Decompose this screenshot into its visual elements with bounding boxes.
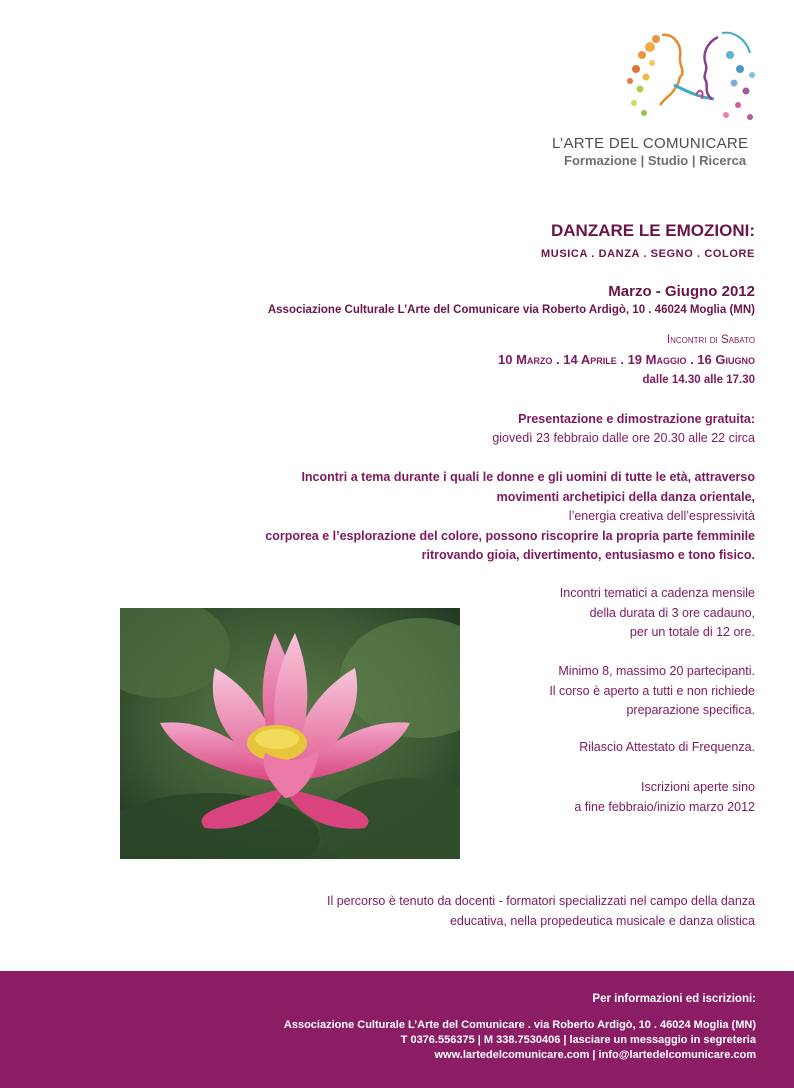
footer-contacts bbox=[0, 971, 794, 1088]
info-line: Minimo 8, massimo 20 partecipanti. bbox=[558, 664, 755, 678]
brand-logo bbox=[540, 25, 762, 175]
info-line: preparazione specifica. bbox=[626, 703, 755, 717]
credits-line: Il percorso è tenuto da docenti - formatori specializzati nel campo della danza bbox=[326, 894, 755, 908]
sessions-heading: Incontri di Sabato bbox=[666, 334, 755, 346]
footer-web[interactable]: www.lartedelcomunicare.com | info@lartedelcomunicare.com bbox=[434, 1049, 756, 1061]
teachers-credits bbox=[327, 892, 755, 931]
description-line: movimenti archetipici della danza orientale, bbox=[496, 489, 755, 504]
footer-heading: Per informazioni ed iscrizioni: bbox=[592, 993, 756, 1005]
info-line: per un totale di 12 ore. bbox=[629, 625, 755, 639]
brand-tagline: Formazione | Studio | Ricerca bbox=[564, 153, 747, 168]
description-line: Incontri a tema durante i quali le donne e gli uomini di tutte le età, attraverso bbox=[301, 470, 755, 484]
schedule-info bbox=[560, 584, 755, 643]
brand-name: L’ARTE DEL COMUNICARE bbox=[552, 135, 749, 152]
description-line: corporea e l’esplorazione del colore, possono riscoprire la propria parte femminile bbox=[265, 528, 755, 543]
info-line: Iscrizioni aperte sino bbox=[641, 780, 755, 794]
presentation-line-2: giovedì 23 febbraio dalle ore 20.30 alle 22 circa bbox=[492, 431, 755, 445]
event-title: DANZARE LE EMOZIONI: bbox=[551, 221, 755, 240]
session-time: dalle 14.30 alle 17.30 bbox=[642, 374, 755, 386]
session-dates: 10 Marzo . 14 Aprile . 19 Maggio . 16 Giugno bbox=[498, 352, 755, 367]
info-line: della durata di 3 ore cadauno, bbox=[589, 605, 755, 620]
event-subtitle: MUSICA . DANZA . SEGNO . COLORE bbox=[541, 248, 755, 260]
participants-info bbox=[549, 662, 755, 721]
credits-line: educativa, nella propedeutica musicale e danza olistica bbox=[449, 913, 755, 928]
presentation-line-1: Presentazione e dimostrazione gratuita: bbox=[518, 412, 755, 426]
event-venue: Associazione Culturale L’Arte del Comunicare via Roberto Ardigò, 10 . 46024 Moglia (MN) bbox=[267, 304, 755, 316]
info-line: Incontri tematici a cadenza mensile bbox=[559, 586, 755, 600]
registration-info bbox=[574, 778, 755, 817]
description-line: ritrovando gioia, divertimento, entusiasmo e tono fisico. bbox=[421, 548, 755, 563]
footer-address: Associazione Culturale L’Arte del Comunicare . via Roberto Ardigò, 10 . 46024 Moglia (MN) bbox=[283, 1019, 756, 1031]
event-period: Marzo - Giugno 2012 bbox=[608, 283, 755, 300]
footer-phones: T 0376.556375 | M 338.7530406 | lasciare un messaggio in segreteria bbox=[400, 1034, 756, 1046]
description-line: l’energia creativa dell’espressività bbox=[568, 509, 755, 524]
info-line: Il corso è aperto a tutti e non richiede bbox=[549, 683, 755, 698]
description bbox=[265, 468, 755, 566]
lotus-flower-icon bbox=[120, 608, 460, 859]
info-line: a fine febbraio/inizio marzo 2012 bbox=[574, 799, 755, 814]
certificate-info: Rilascio Attestato di Frequenza. bbox=[579, 740, 755, 754]
faces-logo-icon bbox=[622, 25, 762, 133]
lotus-photo bbox=[120, 608, 460, 859]
